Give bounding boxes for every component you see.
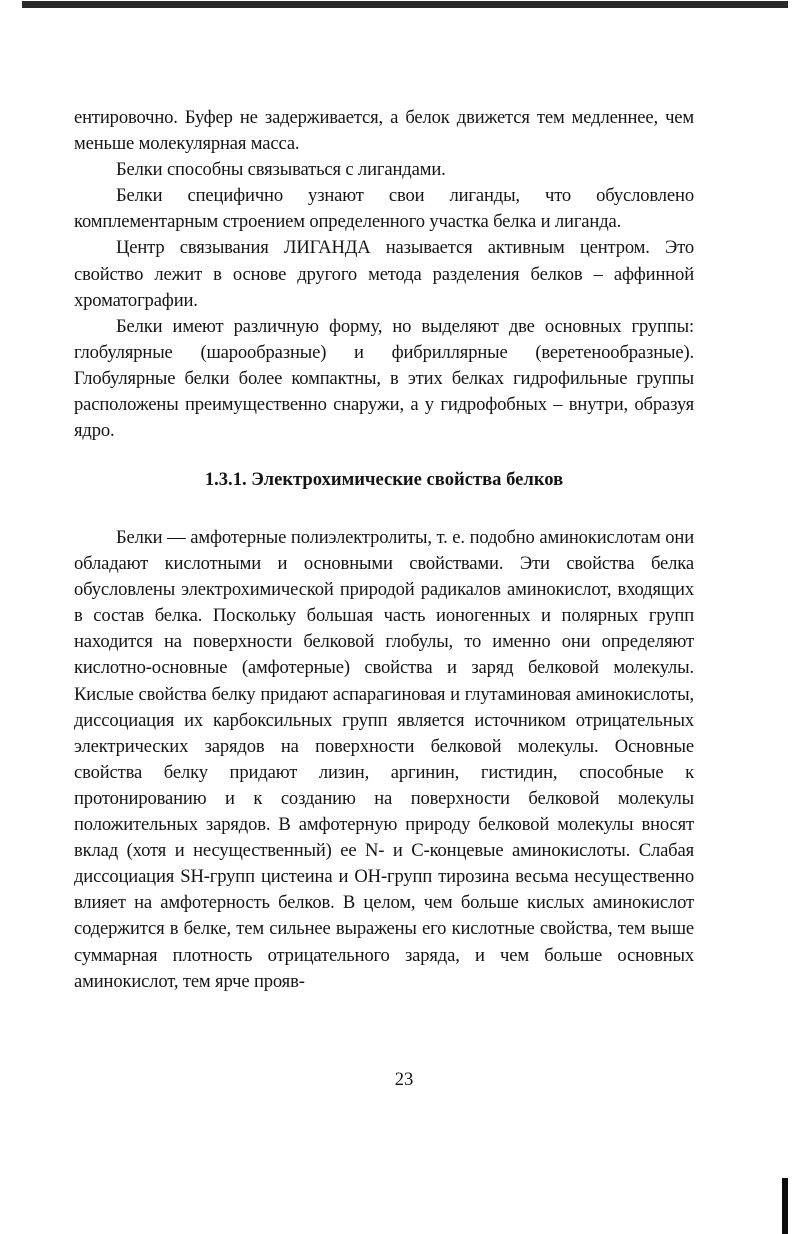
top-scan-border (22, 1, 788, 8)
paragraph: Центр связывания ЛИГАНДА называется активным центром. Это свойство лежит в основе другого метода разделения белков – аффинной хроматографии. (74, 237, 694, 311)
text-block-main (74, 525, 694, 995)
page-number: 23 (394, 1069, 414, 1090)
paragraph: Белки имеют различную форму, но выделяют две основных группы: глобулярные (шарообразные) и фибриллярные (веретенообразные). Глобулярные белки более компактны, в этих белках гидрофильные группы расположены преимущественно снаружи, а у гидрофобных – внутри, образуя ядро. (74, 315, 694, 442)
paragraph: Белки способны связываться с лигандами. (116, 159, 446, 181)
paragraph: Белки — амфотерные полиэлектролиты, т. е. подобно аминокислотам они обладают кислотными и основными свойствами. Эти свойства белка обусловлены электрохимической природой радикалов аминокислот, входящих в состав белка. Поскольку большая часть ионогенных и полярных групп находится на поверхности белковой глобулы, то именно они определяют кислотно-основные (амфотерные) свойства и заряд белковой молекулы. Кислые свойства белку придают аспарагиновая и глутаминовая аминокислоты, диссоциация их карбоксильных групп является источником отрицательных электрических зарядов на поверхности белковой молекулы. Основные свойства белку придают лизин, аргинин, гистидин, способные к протонированию и к созданию на поверхности белковой молекулы положительных зарядов. В амфотерную природу белковой молекулы вносят вклад (хотя и несущественный) ее N- и С-концевые аминокислоты. Слабая диссоциация SH-групп цистеина и ОН-групп тирозина весьма несущественно влияет на амфотерность белков. В целом, чем больше кислых аминокислот содержится в белке, тем сильнее выражены его кислотные свойства, тем выше суммарная плотность отрицательного заряда, и чем больше основных аминокислот, тем ярче прояв- (74, 527, 694, 992)
paragraph-continuation: ентировочно. Буфер не задерживается, а белок движется тем медленнее, чем меньше молекулярная масса. (74, 107, 694, 155)
section-heading: 1.3.1. Электрохимические свойства белков (204, 469, 564, 490)
paragraph: Белки специфично узнают свои лиганды, что обусловлено комплементарным строением определенного участка белка и лиганда. (74, 185, 694, 233)
scan-edge-mark (782, 1178, 788, 1234)
text-block-top (74, 105, 694, 444)
